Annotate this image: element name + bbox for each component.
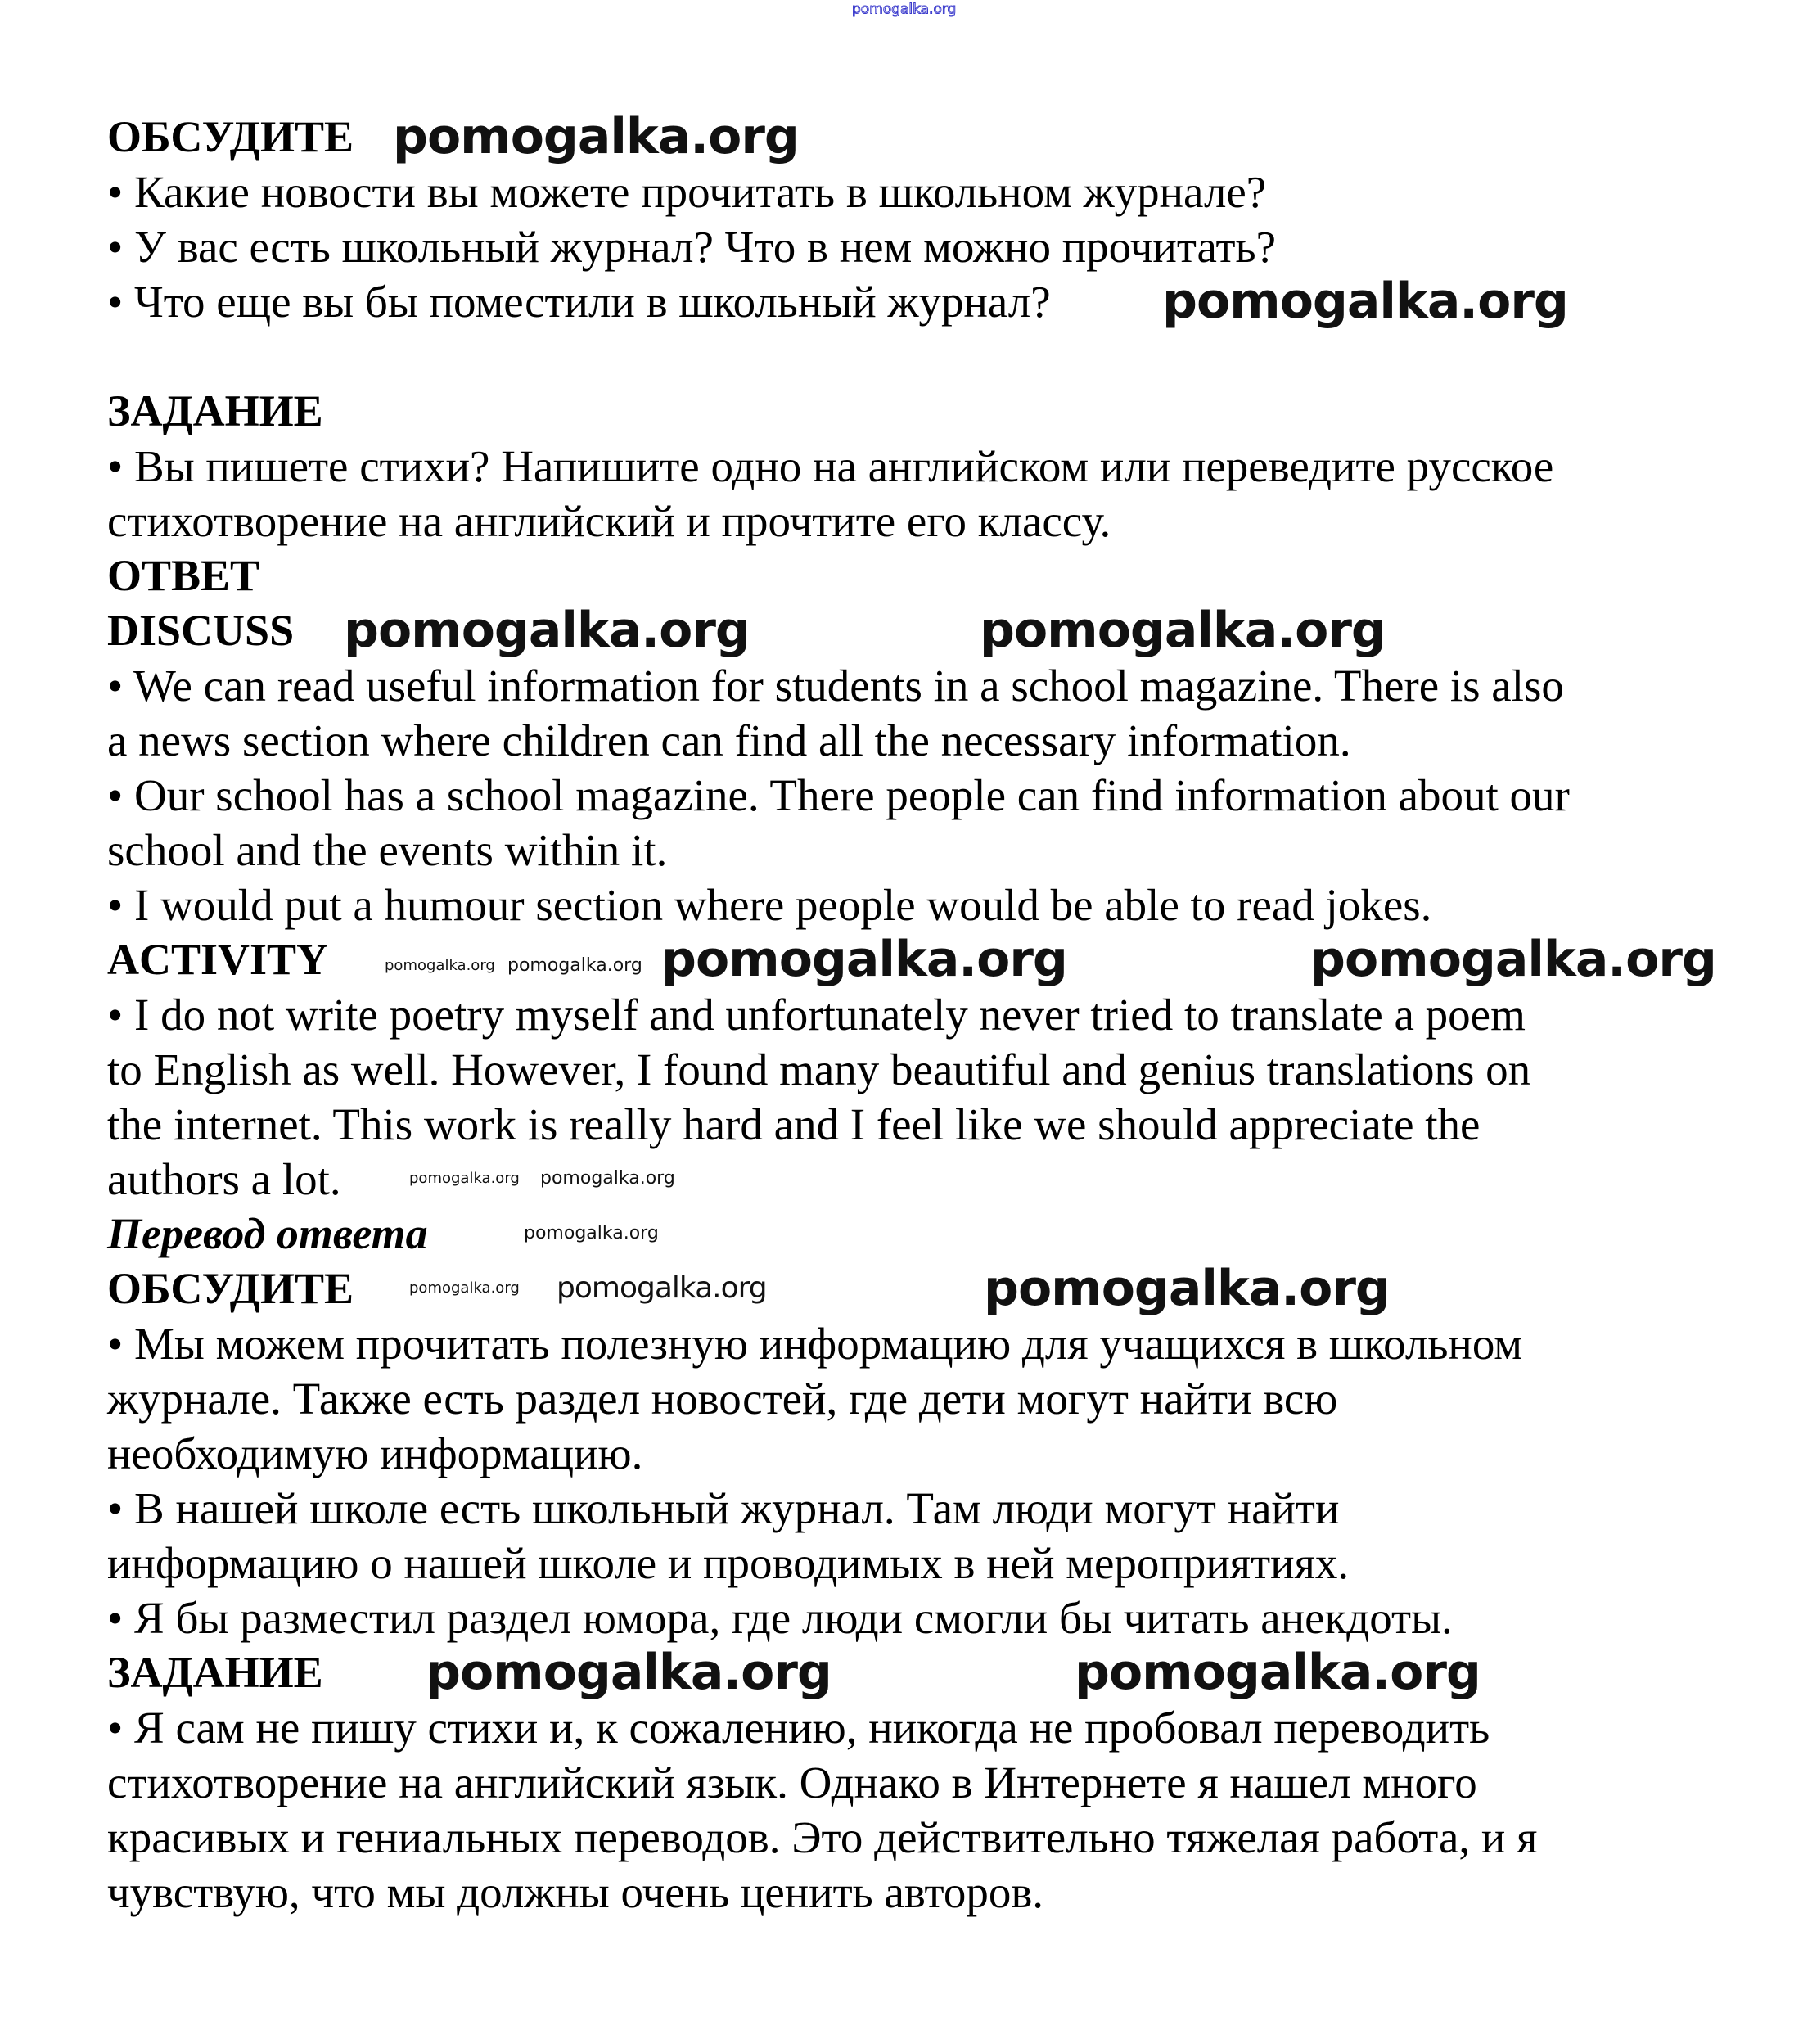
text-line: • У вас есть школьный журнал? Что в нем можно прочитать? [107,222,1277,272]
text-line: • Мы можем прочитать полезную информацию для учащихся в школьном [107,1319,1523,1369]
text-line: school and the events within it. [107,825,668,875]
text-line: стихотворение на английский и прочтите его классу. [107,496,1111,546]
text-line: необходимую информацию. [107,1428,643,1478]
watermark: pomogalka.org [984,1260,1390,1317]
watermark: pomogalka.org [344,602,750,659]
watermark-small: pomogalka.org [524,1223,659,1243]
watermark: pomogalka.org [980,602,1386,659]
text-line: журнале. Также есть раздел новостей, где дети могут найти всю [107,1374,1338,1424]
text-line: • I do not write poetry myself and unfortunately never tried to translate a poem [107,990,1526,1040]
text-line: • Что еще вы бы поместили в школьный журнал? [107,277,1051,327]
text-line: • We can read useful information for students in a school magazine. There is also [107,661,1564,711]
watermark: pomogalka.org [1075,1644,1481,1701]
text-line: a news section where children can find all the necessary information. [107,715,1351,765]
text-line: • Какие новости вы можете прочитать в школьном журнале? [107,167,1267,217]
document-body [107,110,1744,1920]
section-heading: ОТВЕТ [107,551,260,600]
text-line: чувствую, что мы должны очень ценить авторов. [107,1867,1044,1917]
text-line [107,329,1744,384]
watermark-small: pomogalka.org [385,957,495,974]
text-line: • Вы пишете стихи? Напишите одно на английском или переведите русское [107,441,1554,491]
watermark: pomogalka.org [426,1644,832,1701]
watermark-small: pomogalka.org [409,1279,520,1297]
section-heading: ACTIVITY [107,935,329,984]
watermark: pomogalka.org [557,1271,767,1305]
watermark: pomogalka.org [1310,931,1716,988]
text-line: • Our school has a school magazine. There people can find information about our [107,770,1570,820]
text-line: to English as well. However, I found many beautiful and genius translations on [107,1045,1531,1094]
section-heading: DISCUSS [107,606,295,655]
text-line: the internet. This work is really hard and I feel like we should appreciate the [107,1099,1481,1149]
text-line: • I would put a humour section where people would be able to read jokes. [107,880,1432,930]
watermark: pomogalka.org [661,931,1067,988]
text-line: • Я бы разместил раздел юмора, где люди смогли бы читать анекдоты. [107,1593,1453,1643]
text-line: красивых и гениальных переводов. Это действительно тяжелая работа, и я [107,1812,1538,1862]
watermark: pomogalka.org [393,108,799,165]
section-heading: ОБСУДИТЕ [107,112,354,161]
section-heading: ОБСУДИТЕ [107,1264,354,1313]
text-line: стихотворение на английский язык. Однако в Интернете я нашел много [107,1757,1477,1807]
watermark-top: pomogalka.org [852,1,957,18]
section-heading: ЗАДАНИЕ [107,1648,323,1697]
text-line: информацию о нашей школе и проводимых в ней мероприятиях. [107,1538,1350,1588]
text-line: • В нашей школе есть школьный журнал. Там люди могут найти [107,1483,1340,1533]
section-heading: Перевод ответа [107,1209,428,1258]
watermark-small: pomogalka.org [540,1168,675,1189]
watermark-small: pomogalka.org [409,1170,520,1187]
text-line: authors a lot. [107,1154,341,1204]
section-heading: ЗАДАНИЕ [107,386,323,435]
watermark-small: pomogalka.org [507,955,642,976]
text-line: • Я сам не пишу стихи и, к сожалению, никогда не пробовал переводить [107,1703,1490,1753]
watermark: pomogalka.org [1162,273,1568,330]
